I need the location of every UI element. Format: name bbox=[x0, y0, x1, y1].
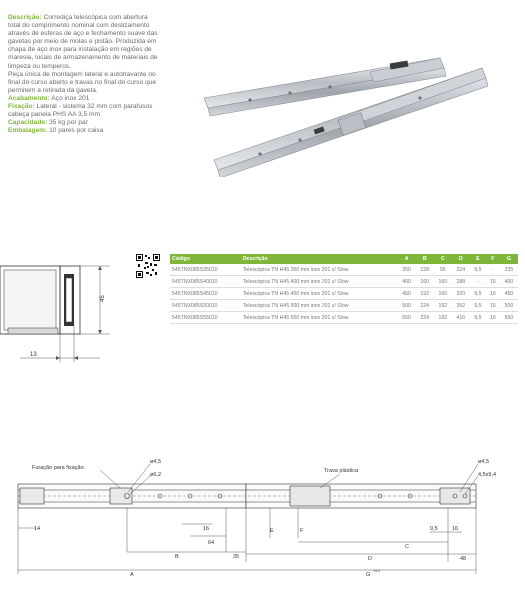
col-codigo: Código bbox=[170, 254, 241, 264]
technical-drawing bbox=[0, 452, 525, 600]
slot-label: 4,5x9,4 bbox=[478, 472, 497, 478]
table-row bbox=[170, 276, 518, 288]
section-depth-label: 13 bbox=[30, 352, 37, 358]
col-descricao: Descrição bbox=[241, 254, 398, 264]
col-g: G bbox=[500, 254, 518, 264]
dim-f-label: F bbox=[300, 528, 304, 534]
col-c: C bbox=[434, 254, 452, 264]
cell-c: 192 bbox=[434, 300, 452, 312]
cell-descricao: Telescópica TN H45 550 mm inox 201 c/ Slow bbox=[241, 312, 398, 324]
spec-table bbox=[170, 254, 518, 324]
cell-g: 550 bbox=[500, 312, 518, 324]
cell-descricao: Telescópica TN H45 350 mm inox 201 c/ Slow bbox=[241, 264, 398, 276]
dim-b-label: B bbox=[175, 554, 179, 560]
cell-a: 400 bbox=[398, 276, 416, 288]
cell-g: 400 bbox=[500, 276, 518, 288]
cell-f: - bbox=[486, 264, 500, 276]
col-d: D bbox=[452, 254, 470, 264]
capacidade-label: Capacidade: bbox=[8, 119, 48, 127]
cell-a: 450 bbox=[398, 288, 416, 300]
cell-e: 9,5 bbox=[470, 288, 486, 300]
col-a: A bbox=[398, 254, 416, 264]
cell-codigo: 545TNX085S40010 bbox=[170, 276, 241, 288]
cell-e: 9,5 bbox=[470, 300, 486, 312]
col-b: B bbox=[416, 254, 434, 264]
dim-16-right-label: 16 bbox=[452, 526, 459, 532]
cell-d: 416 bbox=[452, 312, 470, 324]
cell-b: 160 bbox=[416, 276, 434, 288]
cell-c: 96 bbox=[434, 264, 452, 276]
cross-section-drawing bbox=[0, 256, 125, 366]
descricao-label: Descrição: bbox=[8, 14, 42, 21]
descricao-text: Corrediça telescópica com abertura total do comprimento nominal com deslizamento através de esferas de aço e fechamento suave das gavetas por meio de molas e pistão. Produzida em chapa de aço inox para instalação em regiões de maresia, locais de armazenamento de materiais de limpeza ou temperos. bbox=[8, 14, 158, 70]
cell-c: 160 bbox=[434, 276, 452, 288]
acabamento-text: Aço inox 201 bbox=[51, 94, 90, 102]
cell-e: - bbox=[470, 276, 486, 288]
product-description bbox=[8, 14, 158, 135]
cell-codigo: 545TNX085S35010 bbox=[170, 264, 241, 276]
cell-a: 550 bbox=[398, 312, 416, 324]
cell-b: 224 bbox=[416, 300, 434, 312]
cell-descricao: Telescópica TN H45 500 mm inox 201 c/ Slow bbox=[241, 300, 398, 312]
dim-48-label: 48 bbox=[460, 556, 467, 562]
cell-e: 9,5 bbox=[470, 312, 486, 324]
peca-text: Peça única de montagem lateral e autotravante no final do curso aberto e travas no final do curso que permitem a retirada da gaveta. bbox=[8, 70, 157, 94]
cell-c: 160 bbox=[434, 288, 452, 300]
dim-95-label: 9,5 bbox=[430, 526, 438, 532]
cell-g: 335 bbox=[500, 264, 518, 276]
cell-codigo: 545TNX085S55010 bbox=[170, 312, 241, 324]
diameter-62-label: ø6,2 bbox=[150, 472, 162, 478]
dim-35-label: 35 bbox=[233, 554, 240, 560]
fixacao-text: Lateral - sistema 32 mm com parafusos cabeça panela PHS AA 3,5 mm bbox=[8, 103, 153, 119]
dim-14-label: 14 bbox=[34, 526, 41, 532]
product-photo bbox=[190, 42, 525, 177]
cell-descricao: Telescópica TN H45 450 mm inox 201 c/ Slow bbox=[241, 288, 398, 300]
dim-64-label: 64 bbox=[208, 540, 215, 546]
dim-c-label: C bbox=[405, 544, 409, 550]
table-row bbox=[170, 300, 518, 312]
cell-a: 350 bbox=[398, 264, 416, 276]
table-row bbox=[170, 264, 518, 276]
furacao-label: Furação para fixação bbox=[32, 465, 84, 471]
cell-codigo: 545TNX085S50010 bbox=[170, 300, 241, 312]
cell-b: 192 bbox=[416, 288, 434, 300]
cell-d: 352 bbox=[452, 300, 470, 312]
dim-d-label: D bbox=[368, 556, 372, 562]
cell-e: 9,5 bbox=[470, 264, 486, 276]
diameter-45-left-label: ø4,5 bbox=[150, 459, 162, 465]
cell-f: 16 bbox=[486, 312, 500, 324]
cell-b: 128 bbox=[416, 264, 434, 276]
embalagem-label: Embalagem: bbox=[8, 127, 48, 135]
acabamento-label: Acabamento: bbox=[8, 94, 50, 102]
dim-g-tolerance: +3,0 bbox=[373, 569, 380, 573]
col-f: F bbox=[486, 254, 500, 264]
col-e: E bbox=[470, 254, 486, 264]
cell-g: 500 bbox=[500, 300, 518, 312]
section-height-label: 45 bbox=[100, 295, 106, 302]
cell-f: 16 bbox=[486, 288, 500, 300]
embalagem-text: 10 pares por caixa bbox=[49, 127, 104, 135]
cell-f: 16 bbox=[486, 300, 500, 312]
cell-d: 224 bbox=[452, 264, 470, 276]
cell-d: 320 bbox=[452, 288, 470, 300]
cell-f: 16 bbox=[486, 276, 500, 288]
table-header-row bbox=[170, 254, 518, 264]
dim-g-label: G bbox=[366, 572, 371, 578]
table-row bbox=[170, 312, 518, 324]
trava-label: Trava plástica bbox=[324, 468, 359, 474]
cell-c: 192 bbox=[434, 312, 452, 324]
cell-descricao: Telescópica TN H45 400 mm inox 201 c/ Slow bbox=[241, 276, 398, 288]
dim-e-label: E bbox=[270, 528, 274, 534]
cell-d: 288 bbox=[452, 276, 470, 288]
fixacao-label: Fixação: bbox=[8, 103, 35, 111]
cell-g: 450 bbox=[500, 288, 518, 300]
cell-b: 224 bbox=[416, 312, 434, 324]
diameter-45-right-label: ø4,5 bbox=[478, 459, 490, 465]
capacidade-text: 35 kg por par bbox=[49, 119, 88, 127]
table-row bbox=[170, 288, 518, 300]
cell-codigo: 545TNX085S45010 bbox=[170, 288, 241, 300]
qr-code bbox=[136, 254, 160, 278]
dim-a-label: A bbox=[130, 572, 134, 578]
cell-a: 500 bbox=[398, 300, 416, 312]
dim-16-left-label: 16 bbox=[203, 526, 210, 532]
